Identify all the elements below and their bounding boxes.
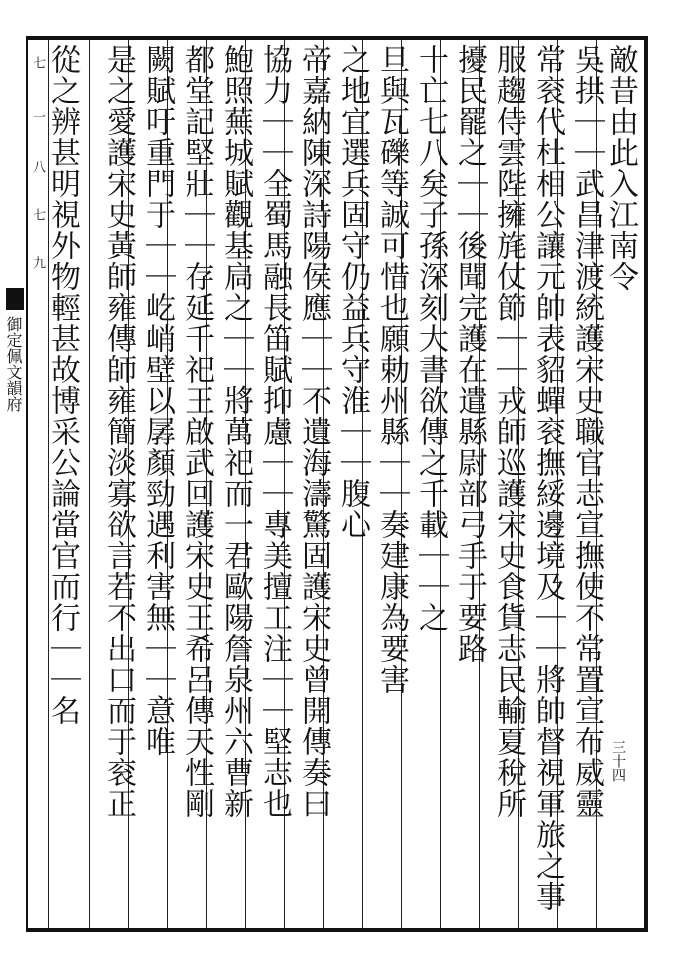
text-column-5: 擾民罷之｜｜後聞完護在遣縣尉部弓手于要路	[452, 44, 487, 664]
text-column-12: 都堂記堅壯｜｜存延千祀王啟武回護宋史王希呂傳天性剛	[179, 44, 214, 819]
text-column-9: 帝嘉納陳深詩陽侯應｜｜不遺海濤驚固護宋史曾開傳奏曰	[296, 44, 331, 819]
margin-mark: 七	[30, 56, 45, 69]
text-column-15: 從之辨甚明視外物輕甚故博采公論當官而行｜｜名	[45, 44, 80, 726]
book-title-edge: 御定佩文韻府	[4, 316, 23, 412]
text-column-2: 吳拱｜｜武昌津渡統護宋史職官志宣撫使不常置宣布威靈	[569, 44, 604, 819]
text-column-8: 之地宜選兵固守仍益兵守淮｜｜腹心	[335, 44, 370, 540]
text-column-11: 鮑照蕪城賦觀基扃之｜｜將萬祀而一君歐陽詹泉州六曹新	[218, 44, 253, 819]
text-column-10: 協力｜｜全蜀馬融長笛賦抑慮｜｜專美擅工注｜｜堅志也	[257, 44, 292, 819]
margin-mark: 七	[30, 208, 45, 221]
text-column-7: 旦與瓦礫等誠可惜也願勅州縣｜｜奏建康為要害	[374, 44, 409, 695]
margin-mark: 一	[30, 110, 45, 123]
text-column-4: 服趨侍雲陛擁旄仗節｜｜戎師巡護宋史食貨志民輸夏稅所	[491, 44, 526, 819]
text-column-1: 敵昔由此入江南令	[603, 44, 638, 292]
page-number: 三十四	[610, 740, 626, 782]
margin-mark: 九	[30, 256, 45, 269]
column-divider	[89, 40, 90, 928]
text-column-3: 常衮代杜相公讓元帥表貂蟬衮撫綏邊境及｜｜將帥督視軍旅之事	[530, 44, 565, 912]
edge-block	[6, 288, 24, 310]
margin-mark: 八	[30, 160, 45, 173]
text-column-14: 是之愛護宋史黃師雍傳師雍簡淡寡欲言若不出口而于衮正	[101, 44, 136, 819]
text-column-13: 闕賦吁重門于｜｜屹峭壁以孱顏勁遇利害無｜｜意唯	[140, 44, 175, 757]
text-column-6: 十亡七八矣子孫深刻大書欲傳之千載｜｜之	[413, 44, 448, 633]
